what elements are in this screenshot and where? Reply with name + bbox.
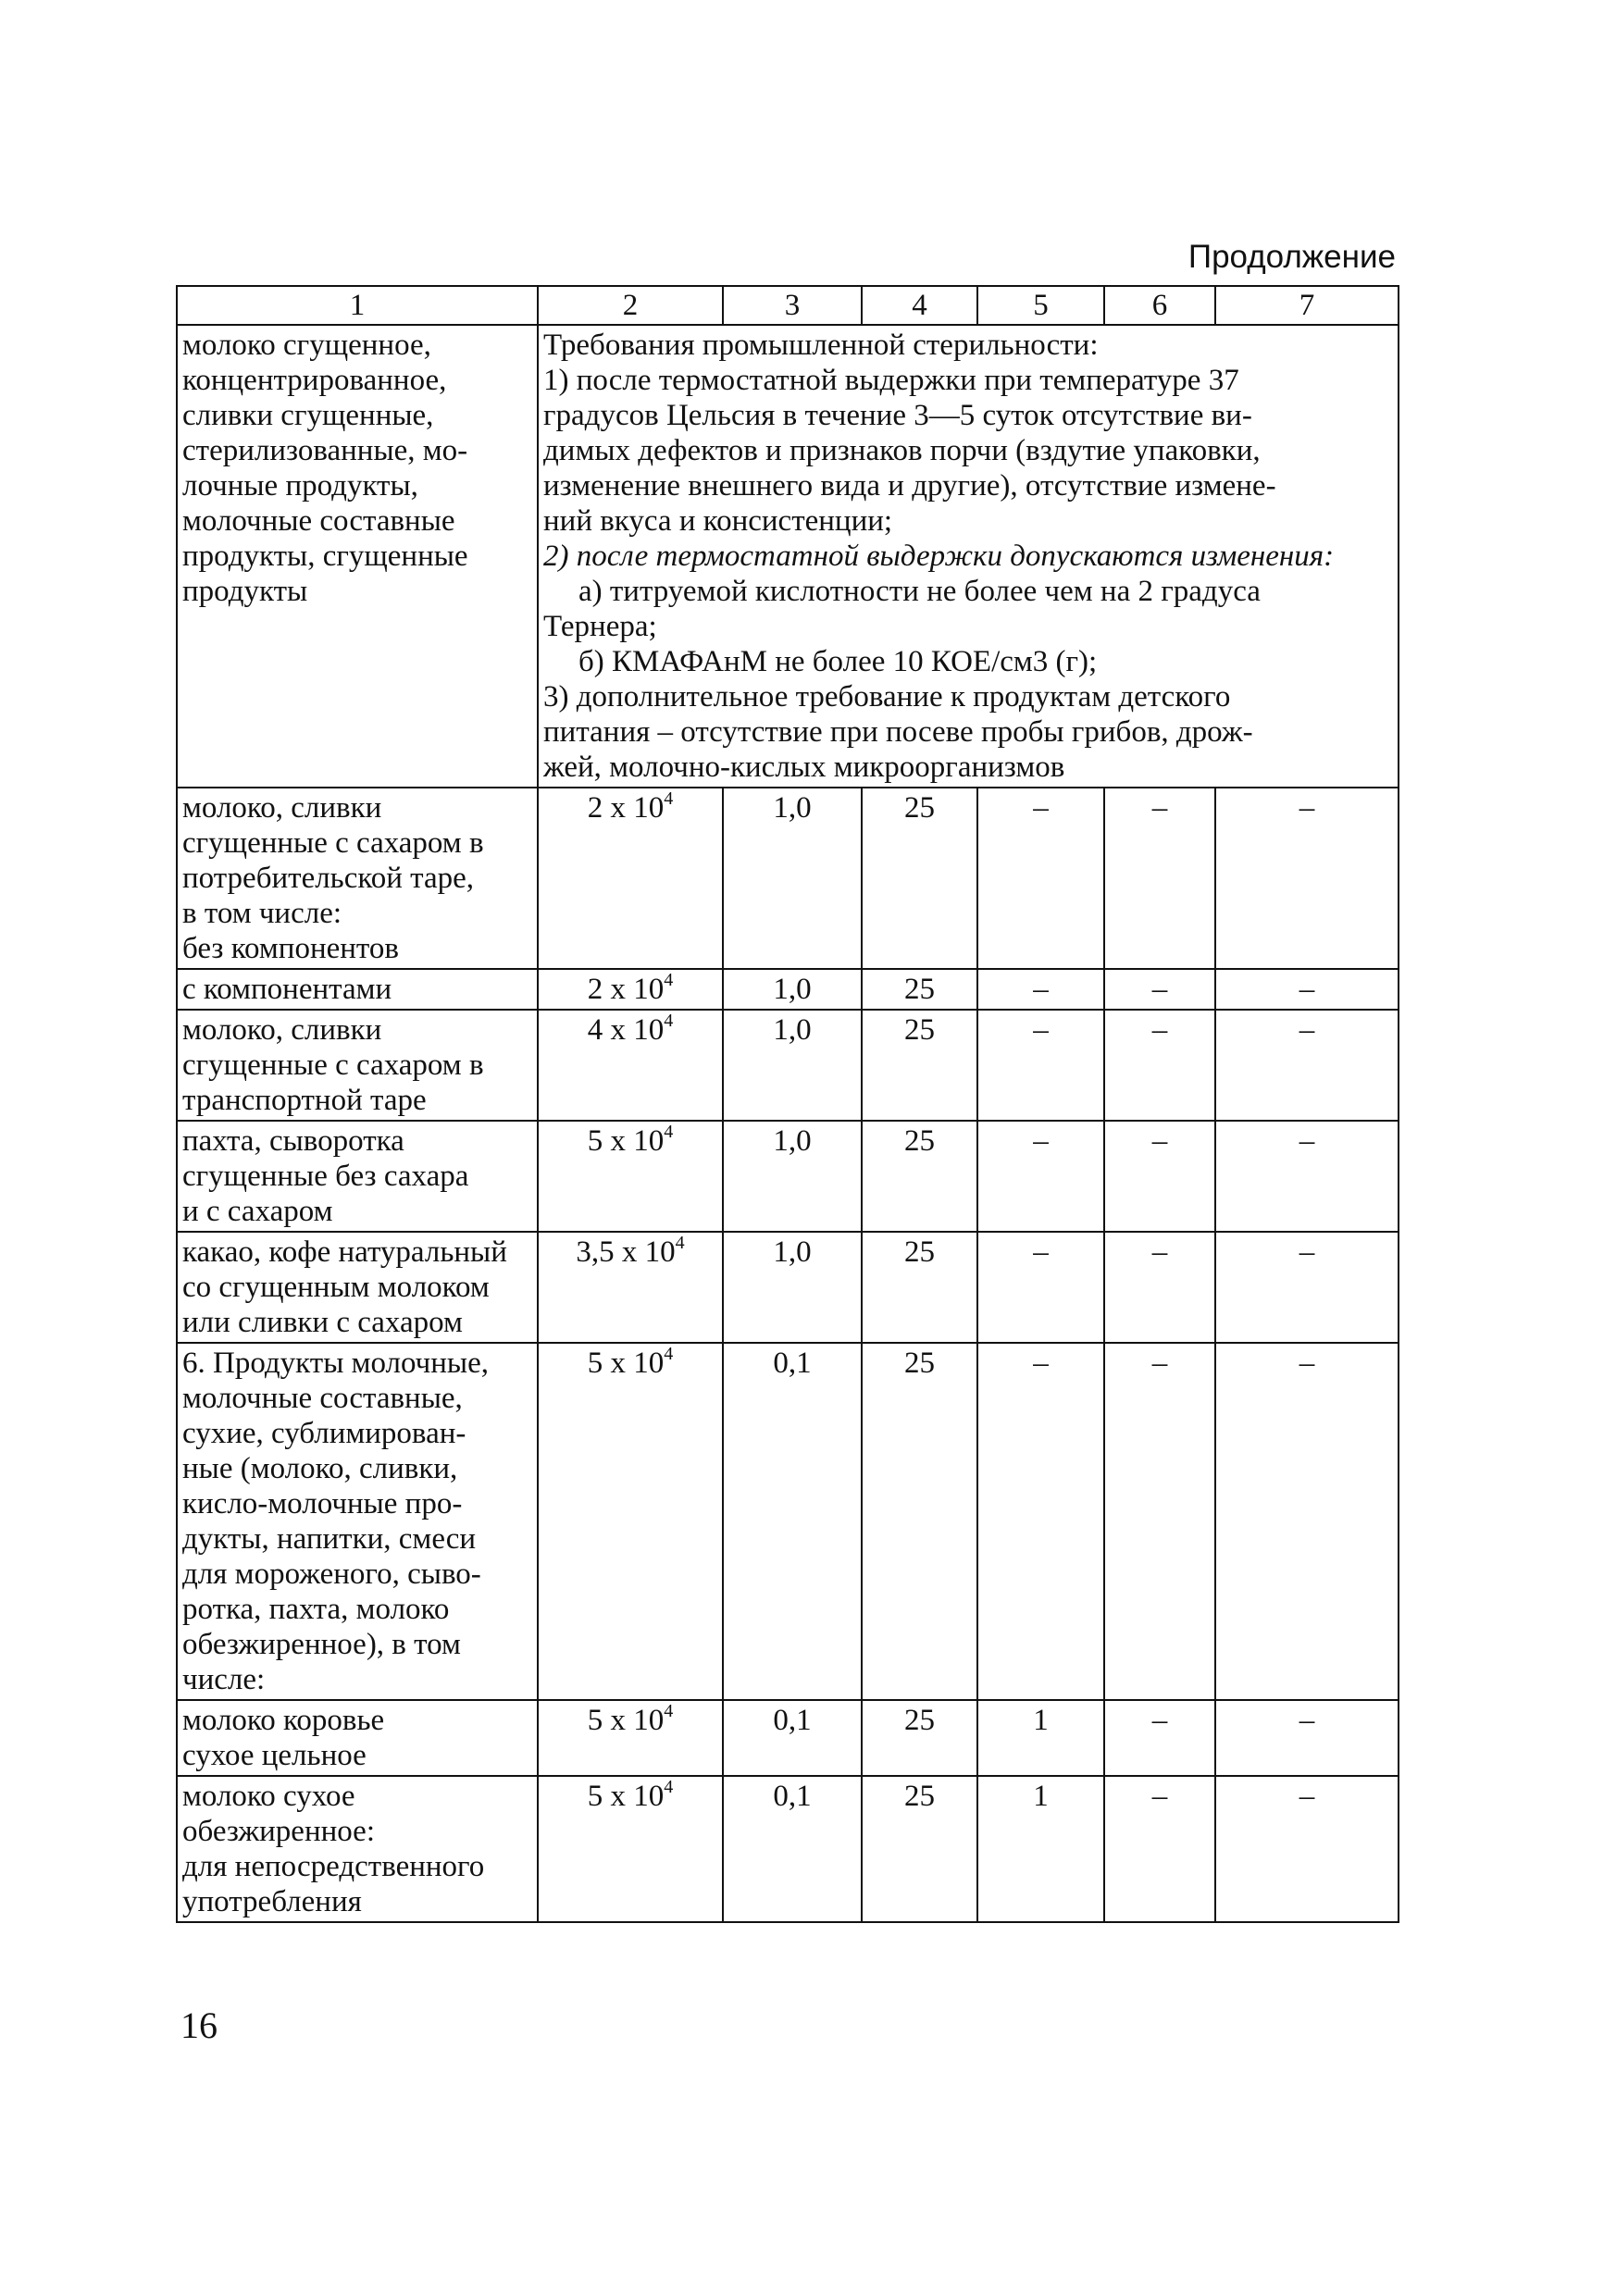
column-6-cell: – <box>1104 1343 1215 1700</box>
column-3-cell: 0,1 <box>723 1343 862 1700</box>
column-7-cell: – <box>1215 1776 1399 1922</box>
product-line: и с сахаром <box>182 1195 333 1228</box>
kmafanm-cell <box>538 1700 723 1776</box>
column-6-cell: – <box>1104 969 1215 1010</box>
column-5-cell: – <box>977 1343 1104 1700</box>
product-line: ротка, пахта, молоко <box>182 1593 450 1626</box>
requirement-line: а) титруемой кислотности не более чем на 2 градуса <box>578 575 1261 608</box>
product-line: для мороженого, сыво- <box>182 1558 481 1591</box>
kmafanm-base: 4 x 10 <box>587 1013 665 1047</box>
product-line: потребительской таре, <box>182 862 475 895</box>
column-3-cell: 0,1 <box>723 1700 862 1776</box>
column-7-cell: – <box>1215 1232 1399 1343</box>
requirement-line: димых дефектов и признаков порчи (вздутие упаковки, <box>543 434 1261 467</box>
kmafanm-exponent: 4 <box>664 1701 674 1721</box>
column-7-cell: – <box>1215 969 1399 1010</box>
kmafanm-exponent: 4 <box>664 788 674 809</box>
column-header-3: 3 <box>723 286 862 325</box>
requirement-line: 1) после термостатной выдержки при температуре 37 <box>543 364 1239 397</box>
product-line: сгущенные с сахаром в <box>182 826 484 860</box>
column-5-cell: – <box>977 969 1104 1010</box>
product-cell <box>177 788 538 969</box>
column-4-cell: 25 <box>862 1010 977 1121</box>
column-3-cell: 1,0 <box>723 788 862 969</box>
column-7-cell: – <box>1215 1700 1399 1776</box>
kmafanm-base: 5 x 10 <box>587 1124 665 1158</box>
sterility-row <box>177 325 1399 788</box>
kmafanm-cell <box>538 1010 723 1121</box>
product-line: пахта, сыворотка <box>182 1124 404 1158</box>
product-line: лочные продукты, <box>182 469 418 503</box>
product-cell <box>177 1776 538 1922</box>
product-line: какао, кофе натуральный <box>182 1235 507 1269</box>
requirement-line: градусов Цельсия в течение 3—5 суток отсутствие ви- <box>543 399 1252 432</box>
table-row <box>177 788 1399 969</box>
table-row <box>177 1776 1399 1922</box>
kmafanm-cell <box>538 788 723 969</box>
requirement-line: 3) дополнительное требование к продуктам детского <box>543 680 1231 714</box>
kmafanm-cell <box>538 1121 723 1232</box>
column-3-cell: 1,0 <box>723 1121 862 1232</box>
column-6-cell: – <box>1104 1121 1215 1232</box>
column-header-5: 5 <box>977 286 1104 325</box>
product-line: молочные составные <box>182 504 455 538</box>
product-cell <box>177 1700 538 1776</box>
column-6-cell: – <box>1104 1700 1215 1776</box>
product-line: продукты <box>182 575 308 608</box>
kmafanm-base: 2 x 10 <box>587 973 665 1006</box>
column-5-cell: – <box>977 1121 1104 1232</box>
product-line: употребления <box>182 1885 362 1918</box>
kmafanm-base: 5 x 10 <box>587 1780 665 1813</box>
product-line: молоко сухое <box>182 1780 355 1813</box>
column-6-cell: – <box>1104 1776 1215 1922</box>
table-row <box>177 1121 1399 1232</box>
kmafanm-base: 2 x 10 <box>587 791 665 825</box>
column-header-1: 1 <box>177 286 538 325</box>
product-line: концентрированное, <box>182 364 447 397</box>
product-line: для непосредственного <box>182 1850 485 1883</box>
requirement-line: изменение внешнего вида и другие), отсутствие измене- <box>543 469 1276 503</box>
column-6-cell: – <box>1104 1232 1215 1343</box>
column-4-cell: 25 <box>862 1700 977 1776</box>
kmafanm-cell <box>538 1343 723 1700</box>
product-line: молоко сгущенное, <box>182 329 431 362</box>
requirement-line: питания – отсутствие при посеве пробы грибов, дрож- <box>543 715 1253 749</box>
kmafanm-exponent: 4 <box>664 1011 674 1031</box>
product-line: молоко, сливки <box>182 791 382 825</box>
table-row <box>177 1232 1399 1343</box>
column-5-cell: – <box>977 788 1104 969</box>
product-line: 6. Продукты молочные, <box>182 1347 489 1380</box>
product-line: сгущенные без сахара <box>182 1160 469 1193</box>
requirement-line: Тернера; <box>543 610 657 643</box>
kmafanm-base: 5 x 10 <box>587 1704 665 1737</box>
column-3-cell: 0,1 <box>723 1776 862 1922</box>
product-line: транспортной таре <box>182 1084 427 1117</box>
requirement-line: жей, молочно-кислых микроорганизмов <box>543 751 1065 784</box>
table-row <box>177 969 1399 1010</box>
column-7-cell: – <box>1215 788 1399 969</box>
product-line: ные (молоко, сливки, <box>182 1452 458 1485</box>
column-5-cell: 1 <box>977 1776 1104 1922</box>
product-line: обезжиренное), в том <box>182 1628 461 1661</box>
product-line: со сгущенным молоком <box>182 1271 490 1304</box>
table-row <box>177 1010 1399 1121</box>
product-cell <box>177 1232 538 1343</box>
column-7-cell: – <box>1215 1010 1399 1121</box>
column-7-cell: – <box>1215 1343 1399 1700</box>
product-line: сухие, сублимирован- <box>182 1417 466 1450</box>
product-line: сухое цельное <box>182 1739 367 1772</box>
product-line: дукты, напитки, смеси <box>182 1522 477 1556</box>
requirement-line: Требования промышленной стерильности: <box>543 329 1099 362</box>
kmafanm-base: 5 x 10 <box>587 1347 665 1380</box>
product-line: обезжиренное: <box>182 1815 375 1848</box>
product-cell <box>177 1343 538 1700</box>
product-line: стерилизованные, мо- <box>182 434 468 467</box>
continuation-label: Продолжение <box>1187 239 1396 275</box>
column-6-cell: – <box>1104 788 1215 969</box>
requirement-line: б) КМАФАнМ не более 10 КОЕ/см3 (г); <box>578 645 1098 678</box>
kmafanm-cell <box>538 1776 723 1922</box>
column-4-cell: 25 <box>862 1121 977 1232</box>
kmafanm-cell <box>538 969 723 1010</box>
column-4-cell: 25 <box>862 969 977 1010</box>
product-line: молочные составные, <box>182 1382 463 1415</box>
column-3-cell: 1,0 <box>723 1010 862 1121</box>
requirement-line: ний вкуса и консистенции; <box>543 504 893 538</box>
column-4-cell: 25 <box>862 1343 977 1700</box>
product-cell <box>177 1121 538 1232</box>
kmafanm-cell <box>538 1232 723 1343</box>
product-line: молоко, сливки <box>182 1013 382 1047</box>
product-line: продукты, сгущенные <box>182 540 468 573</box>
product-line: или сливки с сахаром <box>182 1306 463 1339</box>
kmafanm-exponent: 4 <box>664 1777 674 1797</box>
column-4-cell: 25 <box>862 1232 977 1343</box>
column-5-cell: – <box>977 1232 1104 1343</box>
column-7-cell: – <box>1215 1121 1399 1232</box>
product-line: кисло-молочные про- <box>182 1487 463 1520</box>
sterility-requirements-cell <box>538 325 1399 788</box>
microbiology-table <box>176 285 1399 1923</box>
column-4-cell: 25 <box>862 1776 977 1922</box>
kmafanm-exponent: 4 <box>664 1344 674 1364</box>
product-line: с компонентами <box>182 973 392 1006</box>
kmafanm-exponent: 4 <box>675 1233 685 1253</box>
column-header-2: 2 <box>538 286 723 325</box>
product-line: в том числе: <box>182 897 342 930</box>
column-header-7: 7 <box>1215 286 1399 325</box>
table-row <box>177 1700 1399 1776</box>
column-4-cell: 25 <box>862 788 977 969</box>
table-row <box>177 1343 1399 1700</box>
column-header-6: 6 <box>1104 286 1215 325</box>
column-5-cell: 1 <box>977 1700 1104 1776</box>
product-line: числе: <box>182 1663 266 1696</box>
product-line: сгущенные с сахаром в <box>182 1049 484 1082</box>
kmafanm-exponent: 4 <box>664 970 674 990</box>
column-5-cell: – <box>977 1010 1104 1121</box>
product-cell <box>177 969 538 1010</box>
column-3-cell: 1,0 <box>723 969 862 1010</box>
product-cell <box>177 325 538 788</box>
requirement-line: 2) после термостатной выдержки допускаются изменения: <box>543 540 1335 573</box>
product-cell <box>177 1010 538 1121</box>
page-number: 16 <box>180 2004 218 2046</box>
product-line: без компонентов <box>182 932 399 965</box>
column-header-4: 4 <box>862 286 977 325</box>
product-line: молоко коровье <box>182 1704 385 1737</box>
column-number-row <box>177 286 1399 325</box>
column-6-cell: – <box>1104 1010 1215 1121</box>
product-line: сливки сгущенные, <box>182 399 434 432</box>
kmafanm-exponent: 4 <box>664 1122 674 1142</box>
column-3-cell: 1,0 <box>723 1232 862 1343</box>
kmafanm-base: 3,5 x 10 <box>576 1235 676 1269</box>
